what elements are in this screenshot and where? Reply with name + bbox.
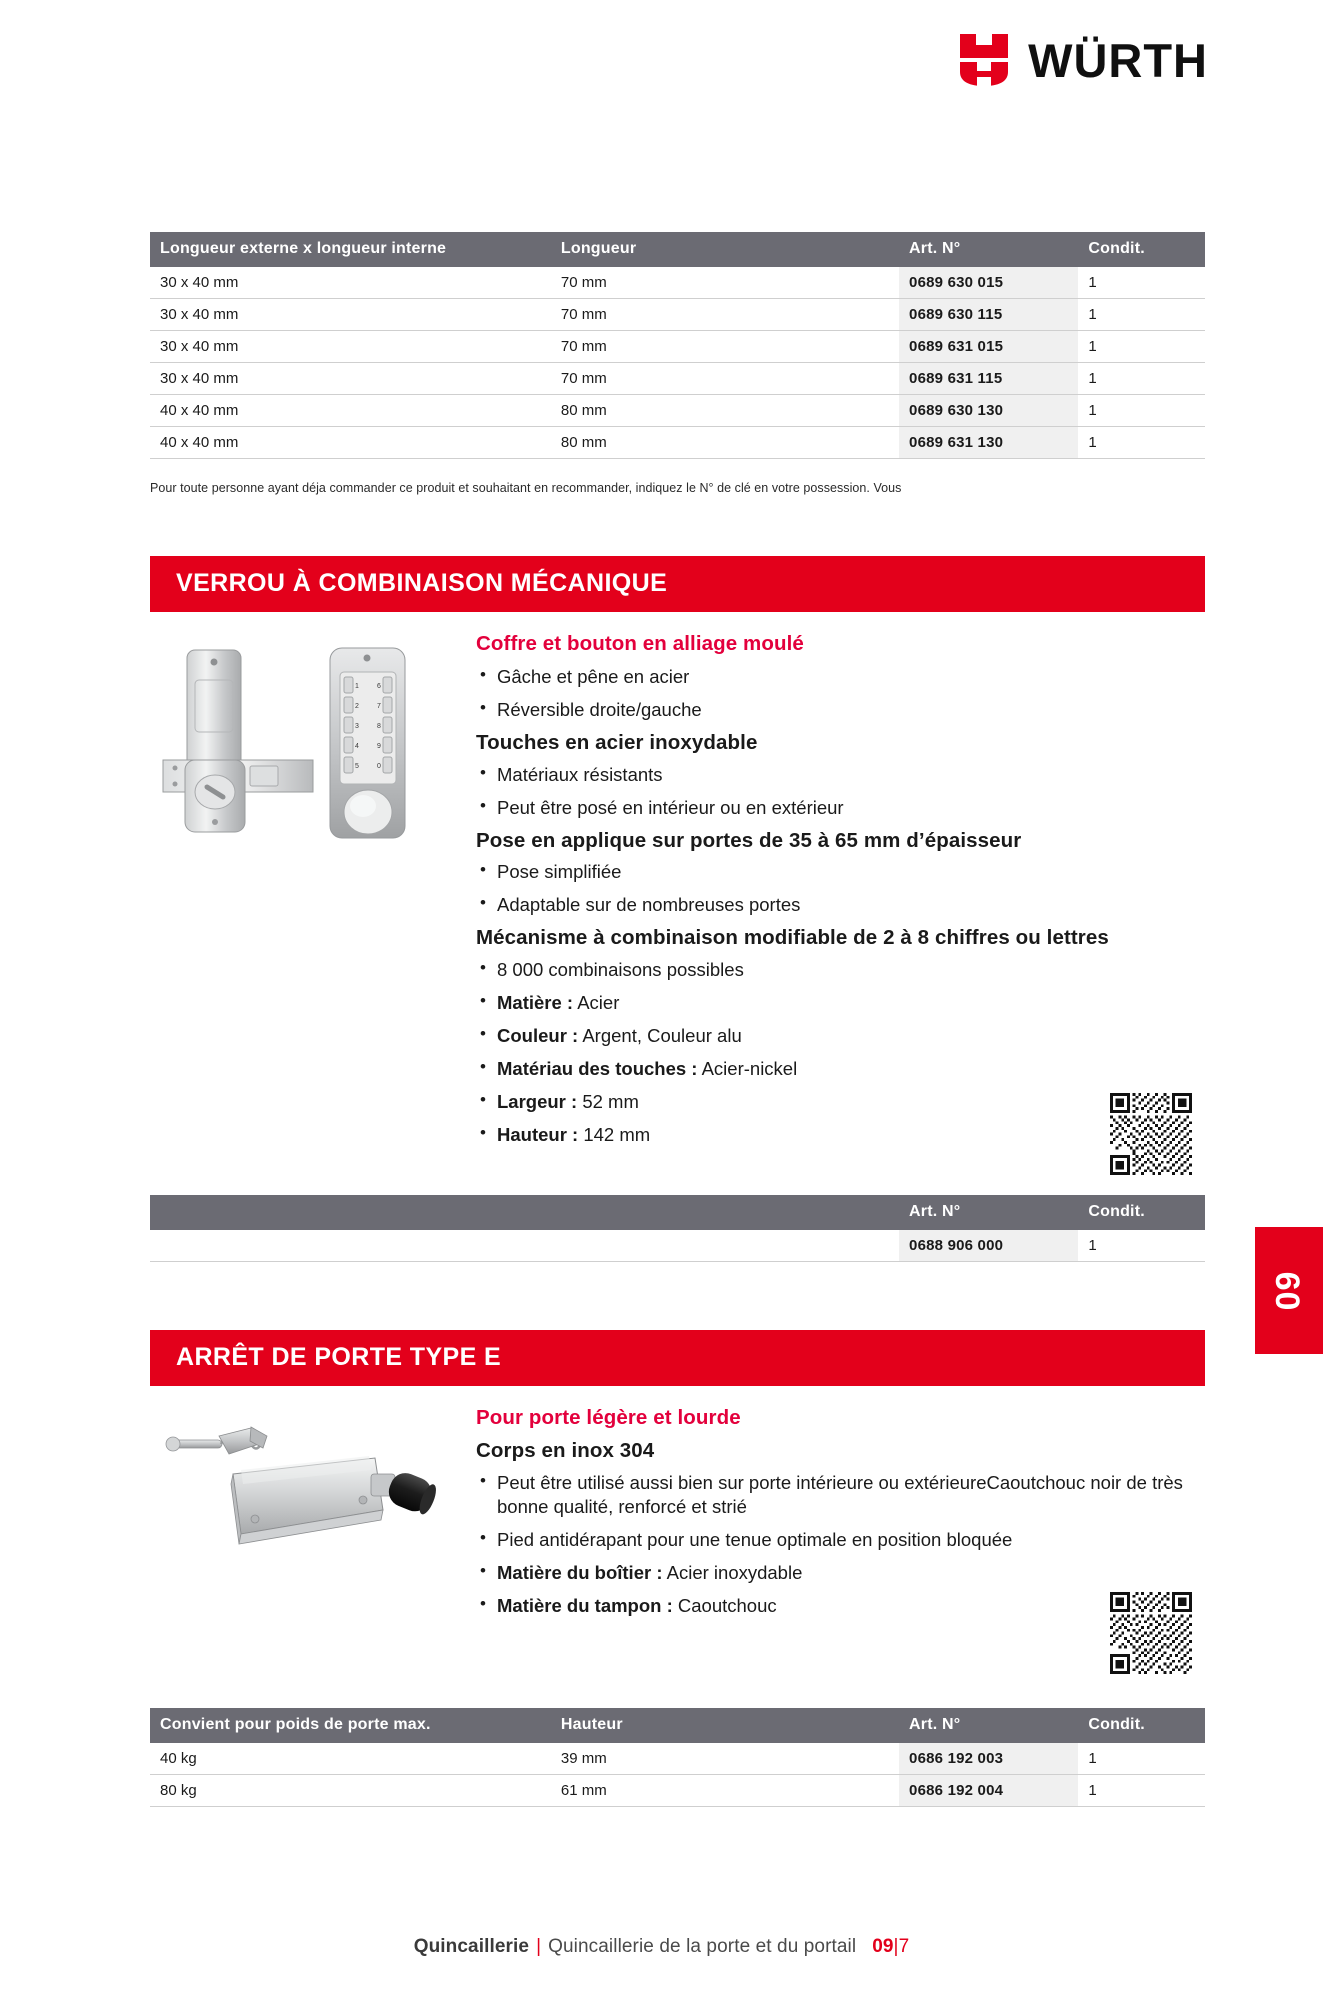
col-header-condit: Condit. — [1078, 232, 1205, 267]
top-table-note: Pour toute personne ayant déja commander ce produit et souhaitant en recommander, indiquez le N° de clé en votre possession. Vous — [150, 481, 902, 495]
spec-value: Acier inoxydable — [666, 1561, 803, 1583]
svg-text:6: 6 — [377, 683, 381, 690]
table-row — [150, 299, 1205, 331]
spec-value: Argent, Couleur alu — [582, 1025, 742, 1047]
product-2-table — [150, 1708, 1205, 1807]
product-1-specs — [476, 958, 1205, 1147]
section-verrou-combinaison — [150, 556, 1205, 1156]
col-header-dimensions: Longueur externe x longueur interne — [150, 232, 551, 267]
cell-condit: 1 — [1078, 1775, 1205, 1807]
cell-blank-1 — [150, 1230, 551, 1262]
list-item: • Adaptable sur de nombreuses portes — [476, 893, 1205, 917]
product-2-image — [150, 1406, 450, 1584]
cell-height: 39 mm — [551, 1743, 899, 1775]
list-item: • Gâche et pêne en acier — [476, 665, 1205, 689]
product-1-image — [150, 632, 450, 870]
wurth-logo — [958, 32, 1208, 88]
cell-length: 70 mm — [551, 363, 899, 395]
col-header-height: Hauteur — [551, 1708, 899, 1743]
product-2 — [150, 1406, 1205, 1627]
cell-condit: 1 — [1078, 299, 1205, 331]
cell-condit: 1 — [1078, 1743, 1205, 1775]
cell-dimensions: 30 x 40 mm — [150, 299, 551, 331]
table-header-row — [150, 1708, 1205, 1743]
cell-max-weight: 40 kg — [150, 1743, 551, 1775]
product-1-description — [466, 632, 1205, 1156]
table-row — [150, 427, 1205, 459]
product-1 — [150, 632, 1205, 1156]
cell-length: 70 mm — [551, 267, 899, 299]
col-header-artno: Art. N° — [899, 1195, 1078, 1230]
spec-label: Matière : — [497, 992, 574, 1014]
footer-subcategory: Quincaillerie de la porte et du portail — [548, 1936, 857, 1957]
product-2-subheading: Corps en inox 304 — [476, 1439, 655, 1462]
col-header-max-weight: Convient pour poids de porte max. — [150, 1708, 551, 1743]
cell-height: 61 mm — [551, 1775, 899, 1807]
table-row — [150, 331, 1205, 363]
cell-dimensions: 40 x 40 mm — [150, 395, 551, 427]
product-1-bullets-c — [476, 860, 1205, 917]
product-1-title: Coffre et bouton en alliage moulé — [476, 632, 804, 655]
spec-value: Acier — [577, 992, 620, 1014]
spec-label: Largeur : — [497, 1091, 578, 1113]
product-1-subheading-2: Pose en applique sur portes de 35 à 65 mm d’épaisseur — [476, 828, 1022, 852]
cell-length: 80 mm — [551, 427, 899, 459]
cell-condit: 1 — [1078, 363, 1205, 395]
svg-text:5: 5 — [355, 763, 359, 770]
cell-artno: 0689 630 115 — [899, 299, 1078, 331]
cell-artno: 0689 630 130 — [899, 395, 1078, 427]
table-row — [150, 1775, 1205, 1807]
spec-label: Matériau des touches : — [497, 1058, 698, 1080]
product-2-table-body — [150, 1743, 1205, 1807]
spec-label: Matière du boîtier : — [497, 1561, 663, 1583]
cell-condit: 1 — [1078, 331, 1205, 363]
cell-max-weight: 80 kg — [150, 1775, 551, 1807]
cell-blank-2 — [551, 1230, 899, 1262]
list-item — [476, 1090, 1205, 1114]
col-header-condit: Condit. — [1078, 1708, 1205, 1743]
spec-value: Caoutchouc — [677, 1594, 777, 1616]
spec-value: Acier-nickel — [701, 1058, 798, 1080]
cell-condit: 1 — [1078, 427, 1205, 459]
cell-artno: 0689 631 130 — [899, 427, 1078, 459]
product-2-table-wrap — [150, 1708, 1205, 1807]
svg-text:3: 3 — [355, 723, 359, 730]
top-spec-table — [150, 232, 1205, 459]
footer-category: Quincaillerie — [413, 1936, 530, 1957]
section-1-banner: VERROU À COMBINAISON MÉCANIQUE — [150, 556, 1205, 612]
list-item — [476, 958, 1205, 982]
list-item — [476, 1024, 1205, 1048]
spec-label: Hauteur : — [497, 1124, 579, 1146]
svg-text:0: 0 — [377, 763, 381, 770]
cell-dimensions: 30 x 40 mm — [150, 363, 551, 395]
spec-value: 142 mm — [583, 1124, 651, 1146]
col-header-artno: Art. N° — [899, 232, 1078, 267]
footer-separator: | — [536, 1936, 542, 1957]
list-item: • Réversible droite/gauche — [476, 698, 1205, 722]
spec-value: Peut être utilisé aussi bien sur porte intérieure ou extérieureCaoutchouc noir de très bonne qualité, renforcé et strié — [497, 1471, 1183, 1517]
list-item — [476, 1057, 1205, 1081]
list-item — [476, 991, 1205, 1015]
product-1-table-wrap — [150, 1195, 1205, 1262]
product-2-description — [466, 1406, 1205, 1627]
svg-text:7: 7 — [377, 703, 381, 710]
page-header — [0, 0, 1323, 120]
table-row — [150, 395, 1205, 427]
cell-length: 80 mm — [551, 395, 899, 427]
top-spec-table-wrap — [150, 232, 1205, 495]
spec-label: Couleur : — [497, 1025, 579, 1047]
footer-page-separator: | — [893, 1936, 899, 1957]
spec-value: 52 mm — [582, 1091, 639, 1113]
svg-text:9: 9 — [377, 743, 381, 750]
footer-page-sub: 7 — [898, 1936, 910, 1957]
product-1-bullets-b — [476, 763, 1205, 820]
col-header-artno: Art. N° — [899, 1708, 1078, 1743]
wurth-logo-mark-icon — [958, 32, 1010, 88]
list-item — [476, 1594, 1205, 1618]
list-item — [476, 1561, 1205, 1585]
table-row — [150, 363, 1205, 395]
col-header-length: Longueur — [551, 232, 899, 267]
page-tab-label: 09 — [1269, 1270, 1308, 1311]
product-1-table-body — [150, 1230, 1205, 1262]
cell-artno: 0686 192 004 — [899, 1775, 1078, 1807]
qr-code-product-2[interactable] — [1110, 1592, 1192, 1674]
product-1-subheading-1: Touches en acier inoxydable — [476, 731, 758, 755]
section-arret-de-porte — [150, 1330, 1205, 1627]
table-row — [150, 1743, 1205, 1775]
cell-length: 70 mm — [551, 331, 899, 363]
cell-artno: 0689 631 015 — [899, 331, 1078, 363]
list-item: • Peut être posé en intérieur ou en extérieur — [476, 796, 1205, 820]
list-item: • Pose simplifiée — [476, 860, 1205, 884]
spec-value: Pied antidérapant pour une tenue optimale en position bloquée — [497, 1528, 1013, 1550]
product-1-bullets-a — [476, 665, 1205, 722]
svg-text:1: 1 — [355, 683, 359, 690]
cell-dimensions: 30 x 40 mm — [150, 331, 551, 363]
svg-text:2: 2 — [355, 703, 359, 710]
col-header-blank-2 — [551, 1195, 899, 1230]
top-spec-table-body — [150, 267, 1205, 459]
section-2-banner: ARRÊT DE PORTE TYPE E — [150, 1330, 1205, 1386]
product-1-table — [150, 1195, 1205, 1262]
cell-condit: 1 — [1078, 1230, 1205, 1262]
cell-artno: 0689 631 115 — [899, 363, 1078, 395]
cell-dimensions: 40 x 40 mm — [150, 427, 551, 459]
product-1-subheading-3: Mécanisme à combinaison modifiable de 2 à 8 chiffres ou lettres — [476, 926, 1109, 950]
list-item: • Matériaux résistants — [476, 763, 1205, 787]
product-2-title: Pour porte légère et lourde — [476, 1406, 741, 1429]
qr-code-product-1[interactable] — [1110, 1093, 1192, 1175]
list-item — [476, 1123, 1205, 1147]
col-header-condit: Condit. — [1078, 1195, 1205, 1230]
cell-artno: 0688 906 000 — [899, 1230, 1078, 1262]
cell-condit: 1 — [1078, 395, 1205, 427]
spec-label: Matière du tampon : — [497, 1594, 673, 1616]
svg-text:8: 8 — [377, 723, 381, 730]
cell-condit: 1 — [1078, 267, 1205, 299]
page-tab-09[interactable] — [1255, 1227, 1323, 1354]
page-footer — [0, 1936, 1323, 1958]
table-row — [150, 267, 1205, 299]
cell-artno: 0686 192 003 — [899, 1743, 1078, 1775]
footer-page-number: 09 — [872, 1936, 894, 1957]
product-2-specs — [476, 1471, 1205, 1618]
table-header-row — [150, 232, 1205, 267]
spec-value: 8 000 combinaisons possibles — [497, 959, 744, 981]
wurth-logo-text: WÜRTH — [1028, 33, 1208, 87]
list-item — [476, 1528, 1205, 1552]
cell-dimensions: 30 x 40 mm — [150, 267, 551, 299]
table-header-row — [150, 1195, 1205, 1230]
cell-length: 70 mm — [551, 299, 899, 331]
cell-artno: 0689 630 015 — [899, 267, 1078, 299]
list-item — [476, 1471, 1205, 1519]
svg-text:4: 4 — [355, 743, 359, 750]
col-header-blank-1 — [150, 1195, 551, 1230]
table-row — [150, 1230, 1205, 1262]
